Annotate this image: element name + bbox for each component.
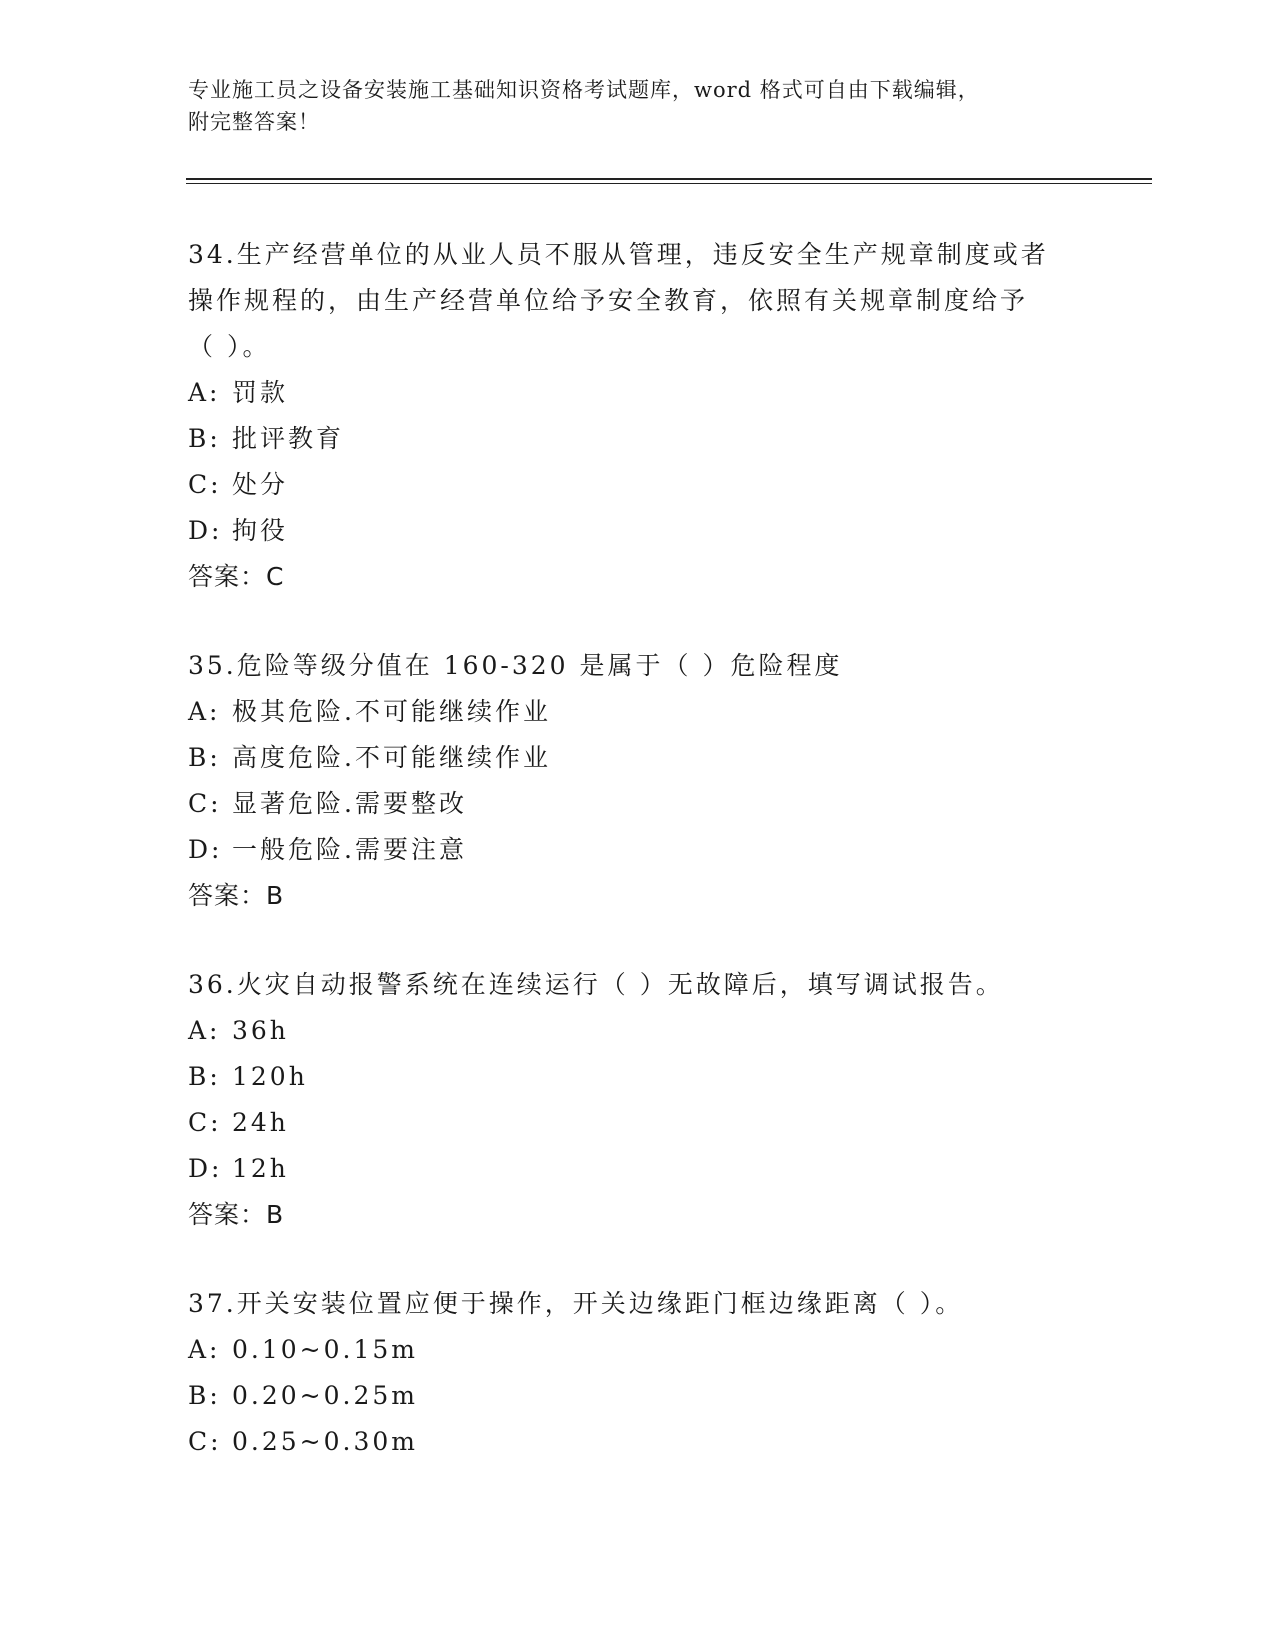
option-letter: C: <box>188 470 222 499</box>
option-b <box>188 1373 1088 1419</box>
option-letter: B: <box>188 1062 221 1091</box>
option-a <box>188 1327 1088 1373</box>
option-a <box>188 370 1088 416</box>
header-divider-thin <box>186 183 1152 184</box>
option-b <box>188 416 1088 462</box>
option-text: 极其危险.不可能继续作业 <box>232 697 551 726</box>
option-a <box>188 1008 1088 1054</box>
option-c <box>188 1419 1088 1465</box>
option-letter: A: <box>188 697 221 726</box>
option-letter: C: <box>188 1108 222 1137</box>
option-text: 拘役 <box>232 516 289 545</box>
option-text: 24h <box>232 1108 289 1137</box>
option-letter: A: <box>188 1335 221 1364</box>
option-text: 显著危险.需要整改 <box>232 789 467 818</box>
option-c <box>188 1100 1088 1146</box>
document-header <box>188 74 1088 138</box>
option-c <box>188 462 1088 508</box>
option-letter: C: <box>188 1427 222 1456</box>
question-stem-line: 37.开关安装位置应便于操作，开关边缘距门框边缘距离（ ）。 <box>188 1289 964 1318</box>
question-stem-line: 35.危险等级分值在 160-320 是属于（ ）危险程度 <box>188 651 843 680</box>
option-letter: A: <box>188 1016 221 1045</box>
option-d <box>188 508 1088 554</box>
option-letter: B: <box>188 424 221 453</box>
option-b <box>188 735 1088 781</box>
option-d <box>188 827 1088 873</box>
option-text: 一般危险.需要注意 <box>232 835 467 864</box>
question-35 <box>188 643 1088 919</box>
question-36 <box>188 962 1088 1238</box>
question-stem-line: 34.生产经营单位的从业人员不服从管理，违反安全生产规章制度或者 <box>188 240 1049 269</box>
header-divider-thick <box>186 178 1152 180</box>
option-b <box>188 1054 1088 1100</box>
option-text: 处分 <box>232 470 289 499</box>
option-text: 12h <box>232 1154 289 1183</box>
header-line-1: 专业施工员之设备安装施工基础知识资格考试题库，word 格式可自由下载编辑， <box>188 78 980 102</box>
question-stem-line: （ ）。 <box>188 332 271 361</box>
option-text: 罚款 <box>232 378 289 407</box>
question-34 <box>188 232 1088 600</box>
answer-line: 答案：C <box>188 562 285 591</box>
option-letter: B: <box>188 743 221 772</box>
option-text: 120h <box>232 1062 308 1091</box>
option-text: 0.10~0.15m <box>232 1335 418 1364</box>
option-letter: D: <box>188 516 223 545</box>
option-text: 0.25~0.30m <box>232 1427 418 1456</box>
header-line-2: 附完整答案！ <box>188 110 320 134</box>
option-d <box>188 1146 1088 1192</box>
question-37 <box>188 1281 1088 1465</box>
option-a <box>188 689 1088 735</box>
option-letter: D: <box>188 835 223 864</box>
option-c <box>188 781 1088 827</box>
option-letter: B: <box>188 1381 221 1410</box>
answer-line: 答案：B <box>188 881 285 910</box>
option-letter: D: <box>188 1154 223 1183</box>
question-stem-line: 36.火灾自动报警系统在连续运行（ ）无故障后，填写调试报告。 <box>188 970 1004 999</box>
option-text: 高度危险.不可能继续作业 <box>232 743 551 772</box>
option-text: 0.20~0.25m <box>232 1381 418 1410</box>
option-letter: C: <box>188 789 222 818</box>
answer-line: 答案：B <box>188 1200 285 1229</box>
option-text: 36h <box>232 1016 289 1045</box>
question-stem-line: 操作规程的，由生产经营单位给予安全教育，依照有关规章制度给予 <box>188 286 1029 315</box>
option-letter: A: <box>188 378 221 407</box>
option-text: 批评教育 <box>232 424 345 453</box>
